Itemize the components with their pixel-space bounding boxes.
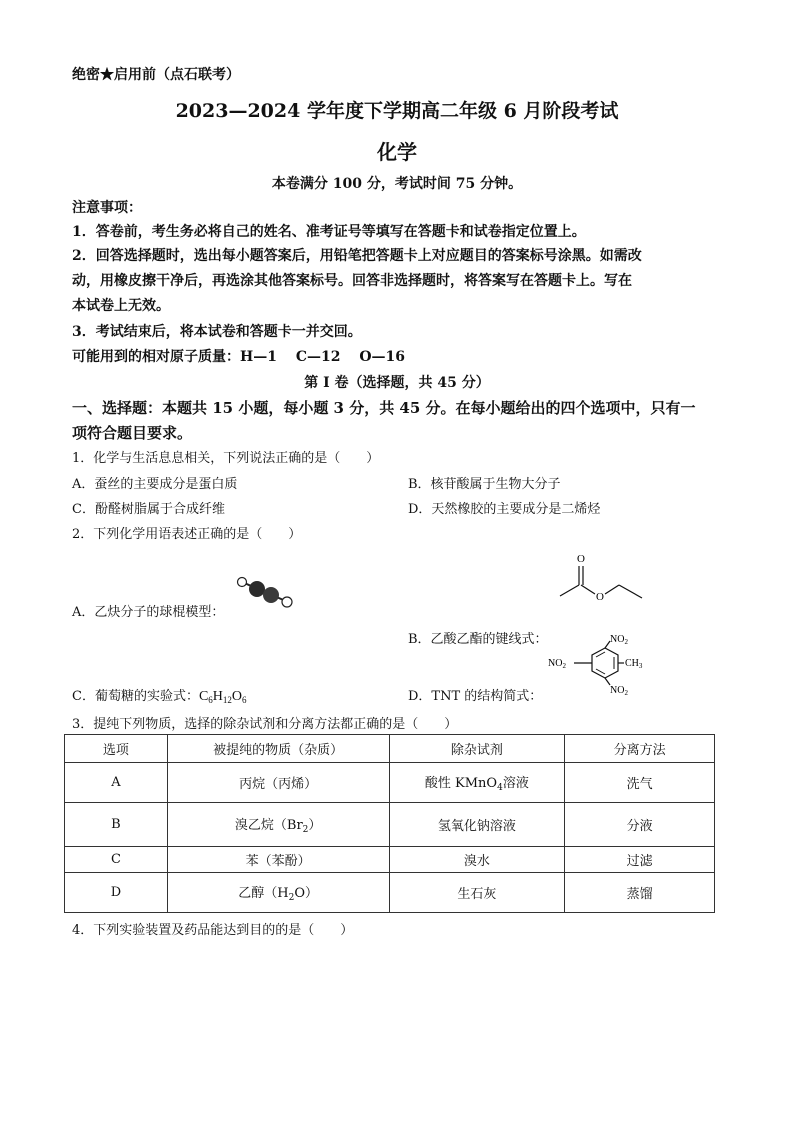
table-row — [65, 803, 715, 847]
acetylene-ball-stick-model — [232, 574, 298, 610]
notice-item-3: 3．考试结束后，将本试卷和答题卡一并交回。 — [72, 324, 362, 340]
glucose-empirical-formula: $C_6H_{12}O_6$ — [198, 689, 247, 705]
row-method: 过滤 — [565, 847, 715, 873]
svg-text:NO2: $NO_2$ — [610, 634, 628, 646]
question-1-option-d: D．天然橡胶的主要成分是二烯烃 — [408, 502, 601, 517]
header-option: 选项 — [65, 735, 168, 763]
row-option: D — [65, 873, 168, 913]
notice-item-1: 1．答卷前，考生务必将自己的姓名、准考证号等填写在答题卡和试卷指定位置上。 — [72, 224, 586, 240]
notice-item-2-line-2: 动，用橡皮擦干净后，再选涂其他答案标号。回答非选择题时，将答案写在答题卡上。写在 — [72, 273, 632, 289]
question-1-stem: 1．化学与生活息息相关，下列说法正确的是（ ） — [72, 451, 380, 466]
row-reagent: 生石灰 — [389, 873, 565, 913]
nitro-bottom-label: NO — [610, 685, 625, 696]
row-substance: 丙烷（丙烯） — [167, 763, 389, 803]
row-substance: 乙醇$(H_2O)$ — [167, 873, 389, 913]
svg-text:NO2: $NO_2$ — [548, 658, 566, 670]
row-option: A — [65, 763, 168, 803]
question-1-option-b: B．核苷酸属于生物大分子 — [408, 477, 561, 492]
section-title: 第 I 卷（选择题，共 45 分） — [304, 375, 490, 391]
svg-text:NO2: $NO_2$ — [610, 685, 628, 697]
row-method: 蒸馏 — [565, 873, 715, 913]
question-2-option-b: B．乙酸乙酯的键线式： — [408, 632, 548, 647]
nitro-top-label: NO — [610, 634, 625, 645]
table-row — [65, 763, 715, 803]
exam-info: 本卷满分 100 分，考试时间 75 分钟。 — [271, 176, 523, 192]
ethyl-acetate-skeletal-formula — [552, 550, 652, 612]
row-substance: 苯（苯酚） — [167, 847, 389, 873]
table-header-row — [65, 735, 715, 763]
notice-item-2-line-1: 2．回答选择题时，选出每小题答案后，用铅笔把答题卡上对应题目的答案标号涂黑。如需改 — [72, 248, 642, 264]
question-1-option-c: C．酚醛树脂属于合成纤维 — [72, 502, 225, 517]
question-2-option-c — [72, 685, 247, 705]
question-2-option-a: A．乙炔分子的球棍模型： — [72, 605, 225, 620]
ester-o-label: O — [596, 591, 604, 603]
header-substance: 被提纯的物质（杂质） — [167, 735, 389, 763]
section-instructions-line-1: 一、选择题：本题共 15 小题，每小题 3 分，共 45 分。在每小题给出的四个选项中，只有一 — [72, 399, 696, 417]
row-reagent: 氢氧化钠溶液 — [389, 803, 565, 847]
section-instructions-line-2: 项符合题目要求。 — [72, 424, 193, 442]
row-option: B — [65, 803, 168, 847]
purification-table — [64, 734, 715, 913]
row-reagent: 酸性 KMnO$_4$溶液 — [389, 763, 565, 803]
row-method: 分液 — [565, 803, 715, 847]
svg-text:CH3: $CH_3$ — [625, 658, 643, 670]
header-reagent: 除杂试剂 — [389, 735, 565, 763]
confidential-label: 绝密★启用前（点石联考） — [72, 67, 240, 83]
row-option: C — [65, 847, 168, 873]
row-substance: 溴乙烷$(Br_2)$ — [167, 803, 389, 847]
row-method: 洗气 — [565, 763, 715, 803]
methyl-label: CH — [625, 658, 639, 669]
table-row — [65, 873, 715, 913]
atomic-mass-line: 可能用到的相对原子质量：H—1 C—12 O—16 — [72, 349, 406, 365]
question-2-option-d: D．TNT 的结构简式： — [408, 689, 543, 704]
option-c-label: C．葡萄糖的实验式： — [72, 689, 199, 704]
notice-heading: 注意事项： — [72, 200, 142, 216]
question-3-stem: 3．提纯下列物质，选择的除杂试剂和分离方法都正确的是（ ） — [72, 717, 458, 732]
table-row — [65, 847, 715, 873]
tnt-structure — [544, 628, 654, 700]
subject-title: 化学 — [377, 140, 417, 164]
question-4-stem: 4．下列实验装置及药品能达到目的的是（ ） — [72, 923, 354, 938]
carbonyl-o-label: O — [577, 553, 585, 565]
nitro-left-label: NO — [548, 658, 563, 669]
notice-item-2-line-3: 本试卷上无效。 — [72, 298, 170, 314]
question-1-option-a: A．蚕丝的主要成分是蛋白质 — [72, 477, 238, 492]
exam-title: 2023—2024 学年度下学期高二年级 6 月阶段考试 — [175, 100, 619, 122]
header-method: 分离方法 — [565, 735, 715, 763]
row-reagent: 溴水 — [389, 847, 565, 873]
question-2-stem: 2．下列化学用语表述正确的是（ ） — [72, 527, 302, 542]
